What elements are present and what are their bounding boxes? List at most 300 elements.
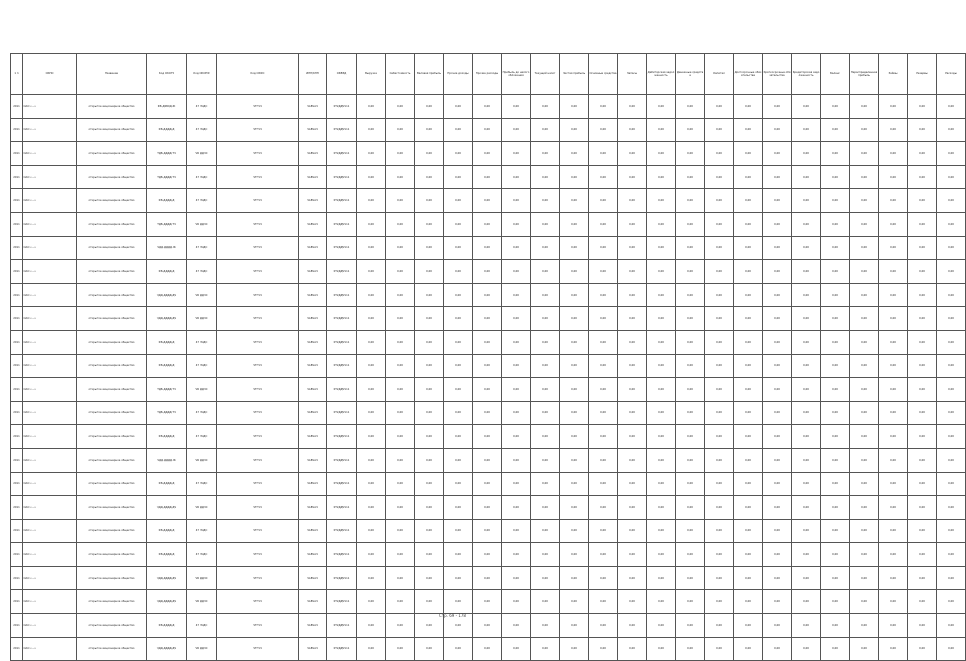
table-cell: 0,00: [676, 212, 705, 236]
table-cell: ОАО «...»: [23, 448, 77, 472]
table-row: [11, 118, 966, 142]
table-row: [11, 448, 966, 472]
table-cell: ЧТГЧЧ: [217, 543, 299, 567]
table-cell: ТДБ.ДДДД.ТЧ: [147, 165, 187, 189]
table-cell: 0,00: [763, 425, 792, 449]
table-cell: 0,00: [531, 425, 560, 449]
table-cell: ЧБ ДДЧС: [187, 283, 217, 307]
table-cell: ЧАБЧАЧ: [299, 95, 327, 119]
table-cell: ЧТГЧЧ: [217, 260, 299, 284]
table-cell: 0,00: [850, 519, 879, 543]
table-cell: ФБ.ДДДД.Д: [147, 260, 187, 284]
table-cell: 0,00: [908, 425, 937, 449]
table-cell: 0,00: [589, 307, 618, 331]
table-cell: 0,00: [386, 189, 415, 213]
table-cell: 0,00: [850, 637, 879, 661]
table-cell: 0,00: [473, 283, 502, 307]
table-cell: 0,00: [589, 496, 618, 520]
table-cell: 0,00: [589, 165, 618, 189]
table-cell: открытое акционерное общество: [77, 118, 147, 142]
table-cell: 0,00: [357, 472, 386, 496]
table-cell: 0,00: [821, 425, 850, 449]
table-cell: 0,00: [908, 472, 937, 496]
table-cell: 0,00: [415, 236, 444, 260]
table-cell: 0,00: [792, 307, 821, 331]
table-cell: ОАО «...»: [23, 354, 77, 378]
table-cell: 0,00: [937, 236, 966, 260]
table-cell: 2011: [11, 283, 23, 307]
table-cell: 0,00: [386, 118, 415, 142]
table-cell: 0,00: [879, 566, 908, 590]
table-row: [11, 401, 966, 425]
table-cell: 0,00: [792, 637, 821, 661]
table-cell: ЧДД.ДДДД.ДЧ: [147, 283, 187, 307]
table-cell: 0,00: [821, 95, 850, 119]
table-cell: ОАО «...»: [23, 519, 77, 543]
table-cell: ТДБ.ДДДД.ТЧ: [147, 212, 187, 236]
table-cell: 0,00: [502, 236, 531, 260]
table-cell: 0,00: [531, 401, 560, 425]
table-cell: 0,00: [763, 496, 792, 520]
table-cell: 2011: [11, 330, 23, 354]
table-cell: 0,00: [792, 212, 821, 236]
table-cell: 0,00: [792, 448, 821, 472]
table-cell: 0,00: [473, 165, 502, 189]
table-cell: ЧТГЧЧ: [217, 590, 299, 614]
table-cell: 0,00: [531, 496, 560, 520]
table-cell: 0,00: [908, 95, 937, 119]
table-cell: ФБ.ДДДД.Д: [147, 543, 187, 567]
table-cell: 0,00: [386, 401, 415, 425]
table-cell: 0,00: [560, 519, 589, 543]
table-cell: 47 ЧЧДС: [187, 236, 217, 260]
column-header: Баланс: [821, 54, 850, 95]
table-cell: 0,00: [705, 590, 734, 614]
table-cell: открытое акционерное общество: [77, 307, 147, 331]
table-cell: 0,00: [357, 519, 386, 543]
table-cell: 0,00: [734, 307, 763, 331]
table-cell: 0,00: [531, 142, 560, 166]
table-cell: 0,00: [531, 566, 560, 590]
table-cell: 0,00: [792, 260, 821, 284]
table-cell: 0,00: [560, 260, 589, 284]
table-cell: 0,00: [473, 472, 502, 496]
table-cell: 0,00: [618, 590, 647, 614]
table-cell: ЧБ ДДЧС: [187, 142, 217, 166]
table-cell: 0Т2ДДЧЧ11: [327, 448, 357, 472]
table-cell: 0,00: [415, 378, 444, 402]
table-cell: 0,00: [386, 448, 415, 472]
table-cell: 0,00: [792, 165, 821, 189]
table-cell: 0,00: [879, 165, 908, 189]
table-cell: 0,00: [705, 614, 734, 638]
column-header: Основные средства: [589, 54, 618, 95]
table-cell: 0,00: [357, 543, 386, 567]
table-cell: 0,00: [589, 519, 618, 543]
table-cell: ЧАБЧАЧ: [299, 142, 327, 166]
table-cell: 0,00: [734, 543, 763, 567]
table-cell: 0,00: [676, 95, 705, 119]
table-cell: ЧБ ДДЧС: [187, 496, 217, 520]
column-header: Капитал: [705, 54, 734, 95]
table-cell: 0,00: [473, 330, 502, 354]
table-cell: открытое акционерное общество: [77, 236, 147, 260]
table-cell: 0,00: [647, 330, 676, 354]
table-cell: 0,00: [792, 590, 821, 614]
table-cell: 0,00: [734, 378, 763, 402]
table-cell: 0,00: [618, 118, 647, 142]
table-cell: ЧДД.ДДДД.ДЧ: [147, 590, 187, 614]
table-cell: 0,00: [705, 378, 734, 402]
table-cell: ОАО «...»: [23, 307, 77, 331]
table-cell: ЧДД.ДДДД.Ж: [147, 448, 187, 472]
table-cell: 0,00: [734, 118, 763, 142]
table-cell: 0,00: [879, 236, 908, 260]
table-cell: ЧАБЧАЧ: [299, 283, 327, 307]
table-cell: ЧТГЧЧ: [217, 496, 299, 520]
table-cell: 0,00: [444, 118, 473, 142]
table-cell: 0,00: [821, 637, 850, 661]
table-cell: 0,00: [647, 590, 676, 614]
column-header: Дебиторская задолженность: [647, 54, 676, 95]
table-cell: 0,00: [792, 118, 821, 142]
table-cell: 0,00: [357, 448, 386, 472]
table-cell: 0,00: [589, 590, 618, 614]
table-cell: 47 ЧЧДС: [187, 165, 217, 189]
table-row: [11, 543, 966, 567]
table-cell: 0Т2ДДЧЧ11: [327, 118, 357, 142]
table-cell: 0,00: [415, 496, 444, 520]
table-cell: 0,00: [937, 283, 966, 307]
table-cell: ОАО «...»: [23, 165, 77, 189]
table-cell: 0,00: [676, 189, 705, 213]
table-cell: 47 ЧЧДС: [187, 189, 217, 213]
table-cell: 47 ЧЧДС: [187, 401, 217, 425]
table-cell: 0,00: [850, 212, 879, 236]
table-cell: 0Т2ДДЧЧ11: [327, 519, 357, 543]
table-cell: 47 ЧЧДС: [187, 472, 217, 496]
table-cell: 0,00: [705, 472, 734, 496]
table-row: [11, 307, 966, 331]
table-cell: 0,00: [792, 95, 821, 119]
table-cell: 0,00: [734, 401, 763, 425]
table-cell: 0,00: [502, 260, 531, 284]
table-cell: 0,00: [386, 566, 415, 590]
table-cell: 0,00: [705, 519, 734, 543]
table-cell: 0,00: [589, 566, 618, 590]
table-cell: ФБ.ДДДД.Д: [147, 425, 187, 449]
table-cell: 0,00: [386, 307, 415, 331]
table-cell: 0,00: [502, 543, 531, 567]
table-cell: 0,00: [879, 448, 908, 472]
table-cell: 0,00: [763, 118, 792, 142]
table-cell: 0,00: [705, 165, 734, 189]
table-cell: открытое акционерное общество: [77, 425, 147, 449]
table-cell: 0,00: [908, 260, 937, 284]
table-cell: ЧТГЧЧ: [217, 354, 299, 378]
table-cell: 0,00: [531, 590, 560, 614]
table-cell: 0,00: [821, 378, 850, 402]
table-cell: ТДБ.ДДДД.ТЧ: [147, 378, 187, 402]
table-cell: 2011: [11, 142, 23, 166]
table-cell: ТДБ.ДДДД.ТЧ: [147, 142, 187, 166]
table-cell: 0,00: [705, 566, 734, 590]
table-cell: ЧБ ДДЧС: [187, 307, 217, 331]
table-cell: 0,00: [502, 401, 531, 425]
table-cell: ЧДД.ДДДД.ДЧ: [147, 496, 187, 520]
table-cell: 0,00: [908, 330, 937, 354]
table-cell: 0,00: [531, 260, 560, 284]
table-cell: 0,00: [937, 142, 966, 166]
table-cell: 0Т2ДДЧЧ11: [327, 165, 357, 189]
table-cell: 0Т2ДДЧЧ11: [327, 142, 357, 166]
table-cell: 0,00: [908, 307, 937, 331]
table-cell: 0,00: [647, 519, 676, 543]
table-cell: ОАО «...»: [23, 378, 77, 402]
table-cell: 0,00: [502, 519, 531, 543]
table-cell: ЧТГЧЧ: [217, 519, 299, 543]
table-cell: 0,00: [676, 496, 705, 520]
table-cell: 0,00: [792, 283, 821, 307]
table-cell: 0,00: [647, 566, 676, 590]
table-cell: 2011: [11, 614, 23, 638]
table-cell: 0,00: [502, 330, 531, 354]
table-cell: 0,00: [444, 378, 473, 402]
table-cell: 0,00: [647, 637, 676, 661]
table-cell: 47 ЧЧДС: [187, 330, 217, 354]
table-cell: 0,00: [676, 543, 705, 567]
table-cell: 0,00: [734, 637, 763, 661]
table-cell: 0,00: [879, 330, 908, 354]
table-cell: 0,00: [647, 401, 676, 425]
table-cell: 0,00: [618, 401, 647, 425]
table-cell: 0Т2ДДЧЧ11: [327, 354, 357, 378]
table-cell: 0,00: [879, 496, 908, 520]
table-row: [11, 212, 966, 236]
table-cell: 0,00: [792, 354, 821, 378]
table-row: [11, 142, 966, 166]
table-cell: 0,00: [734, 590, 763, 614]
table-cell: 0,00: [792, 472, 821, 496]
column-header: Прочие доходы: [444, 54, 473, 95]
table-cell: 0,00: [705, 425, 734, 449]
table-cell: 0,00: [647, 543, 676, 567]
table-cell: 0,00: [937, 448, 966, 472]
table-cell: 0,00: [618, 212, 647, 236]
table-cell: ЧТГЧЧ: [217, 165, 299, 189]
table-cell: 0,00: [473, 95, 502, 119]
table-cell: 0,00: [908, 543, 937, 567]
table-cell: 0,00: [676, 637, 705, 661]
table-cell: ОАО «...»: [23, 189, 77, 213]
table-cell: ЧТГЧЧ: [217, 118, 299, 142]
table-cell: 0,00: [676, 401, 705, 425]
column-header: ОКВЭД: [327, 54, 357, 95]
table-row: [11, 637, 966, 661]
column-header: Чистая прибыль: [560, 54, 589, 95]
table-cell: 0,00: [502, 448, 531, 472]
table-cell: 0,00: [763, 189, 792, 213]
table-cell: ЧАБЧАЧ: [299, 307, 327, 331]
table-cell: 0,00: [937, 307, 966, 331]
table-cell: 0,00: [879, 637, 908, 661]
table-cell: ЧТГЧЧ: [217, 142, 299, 166]
table-cell: 0,00: [908, 118, 937, 142]
table-cell: 2011: [11, 590, 23, 614]
table-cell: ЧАБЧАЧ: [299, 590, 327, 614]
table-cell: 0,00: [502, 425, 531, 449]
table-cell: 0,00: [879, 519, 908, 543]
data-table: [10, 53, 966, 661]
table-cell: 0,00: [705, 354, 734, 378]
table-cell: 0,00: [560, 142, 589, 166]
table-cell: ЧАБЧАЧ: [299, 566, 327, 590]
table-cell: 0,00: [676, 330, 705, 354]
column-header: Прочие расходы: [473, 54, 502, 95]
table-cell: 0,00: [444, 260, 473, 284]
column-header: Кредиторская задолженность: [792, 54, 821, 95]
table-cell: 0,00: [937, 118, 966, 142]
table-cell: 0,00: [444, 566, 473, 590]
table-cell: 0,00: [676, 118, 705, 142]
table-cell: 0,00: [473, 425, 502, 449]
table-cell: 0,00: [850, 448, 879, 472]
table-cell: 0,00: [763, 519, 792, 543]
table-cell: 0,00: [531, 519, 560, 543]
table-cell: 0,00: [647, 307, 676, 331]
table-cell: ЧТГЧЧ: [217, 425, 299, 449]
table-cell: ОАО «...»: [23, 590, 77, 614]
table-cell: 0,00: [821, 236, 850, 260]
table-cell: 0,00: [618, 425, 647, 449]
table-cell: 0Т2ДДЧЧ11: [327, 212, 357, 236]
table-row: [11, 354, 966, 378]
table-cell: 0,00: [473, 637, 502, 661]
table-cell: открытое акционерное общество: [77, 566, 147, 590]
table-cell: 0,00: [676, 236, 705, 260]
table-cell: 0,00: [473, 519, 502, 543]
table-cell: ФБ.Д0Б0Д.Ж: [147, 95, 187, 119]
table-cell: 0Т2ДДЧЧ11: [327, 401, 357, 425]
table-cell: ЧТГЧЧ: [217, 637, 299, 661]
table-cell: ЧБ ДДЧС: [187, 566, 217, 590]
table-cell: 0Т2ДДЧЧ11: [327, 378, 357, 402]
table-cell: 0,00: [821, 354, 850, 378]
table-cell: 0,00: [850, 590, 879, 614]
table-cell: открытое акционерное общество: [77, 189, 147, 213]
table-cell: 0,00: [763, 566, 792, 590]
table-cell: 0,00: [560, 354, 589, 378]
table-cell: 0,00: [792, 496, 821, 520]
table-cell: 0,00: [850, 354, 879, 378]
table-cell: открытое акционерное общество: [77, 448, 147, 472]
table-cell: ОАО «...»: [23, 543, 77, 567]
table-cell: ЧТГЧЧ: [217, 212, 299, 236]
table-cell: 0,00: [734, 165, 763, 189]
table-cell: 0,00: [647, 614, 676, 638]
table-cell: 0,00: [502, 283, 531, 307]
table-cell: 0,00: [763, 614, 792, 638]
table-cell: 0,00: [502, 472, 531, 496]
table-cell: ЧАБЧАЧ: [299, 236, 327, 260]
table-cell: 0,00: [879, 472, 908, 496]
table-cell: 0,00: [386, 637, 415, 661]
table-cell: 0,00: [908, 448, 937, 472]
table-cell: 0,00: [357, 307, 386, 331]
table-cell: 0,00: [676, 165, 705, 189]
table-cell: 0,00: [821, 590, 850, 614]
table-cell: ОАО «...»: [23, 260, 77, 284]
table-cell: 0,00: [705, 95, 734, 119]
table-cell: 0,00: [792, 330, 821, 354]
table-cell: 0,00: [850, 401, 879, 425]
table-cell: 0,00: [415, 566, 444, 590]
table-cell: 0,00: [879, 590, 908, 614]
table-cell: 0,00: [589, 401, 618, 425]
table-cell: ЧТГЧЧ: [217, 401, 299, 425]
table-cell: 0,00: [618, 448, 647, 472]
table-cell: 0,00: [879, 283, 908, 307]
table-cell: 2011: [11, 189, 23, 213]
table-cell: 0,00: [763, 330, 792, 354]
table-cell: 0,00: [763, 354, 792, 378]
table-cell: 0,00: [647, 236, 676, 260]
table-cell: ФБ.ДДДД.Д: [147, 519, 187, 543]
table-cell: 0,00: [357, 614, 386, 638]
table-cell: ЧДД.ДДДД.ДЧ: [147, 566, 187, 590]
table-cell: 0,00: [618, 614, 647, 638]
table-cell: 0,00: [705, 448, 734, 472]
table-cell: 0,00: [444, 543, 473, 567]
table-cell: 0,00: [850, 118, 879, 142]
table-cell: 0,00: [589, 543, 618, 567]
table-cell: 0,00: [386, 496, 415, 520]
table-cell: 0,00: [705, 260, 734, 284]
column-header: Нераспределенная прибыль: [850, 54, 879, 95]
table-cell: 0,00: [879, 378, 908, 402]
table-cell: 0,00: [908, 165, 937, 189]
table-cell: 0,00: [357, 425, 386, 449]
table-cell: 0,00: [618, 330, 647, 354]
table-cell: 0,00: [618, 260, 647, 284]
table-cell: 0,00: [821, 283, 850, 307]
table-cell: 0,00: [763, 165, 792, 189]
table-cell: 0,00: [560, 307, 589, 331]
table-cell: 0Т2ДДЧЧ11: [327, 283, 357, 307]
table-cell: 0,00: [618, 95, 647, 119]
table-cell: 0,00: [444, 401, 473, 425]
table-cell: 2011: [11, 448, 23, 472]
table-cell: ЧБ ДДЧС: [187, 590, 217, 614]
table-cell: ЧАБЧАЧ: [299, 354, 327, 378]
table-cell: 0,00: [676, 566, 705, 590]
table-cell: 0,00: [502, 590, 531, 614]
table-cell: 0,00: [908, 283, 937, 307]
table-cell: 0Т2ДДЧЧ11: [327, 425, 357, 449]
table-cell: 2011: [11, 95, 23, 119]
table-cell: 0,00: [937, 212, 966, 236]
table-cell: 0,00: [734, 212, 763, 236]
table-cell: 0,00: [676, 590, 705, 614]
table-cell: ОАО «...»: [23, 401, 77, 425]
table-cell: 0,00: [908, 496, 937, 520]
table-cell: 0,00: [850, 330, 879, 354]
table-cell: 0,00: [444, 165, 473, 189]
table-cell: открытое акционерное общество: [77, 283, 147, 307]
table-cell: 0,00: [473, 236, 502, 260]
table-cell: 0,00: [647, 472, 676, 496]
table-cell: 2011: [11, 519, 23, 543]
